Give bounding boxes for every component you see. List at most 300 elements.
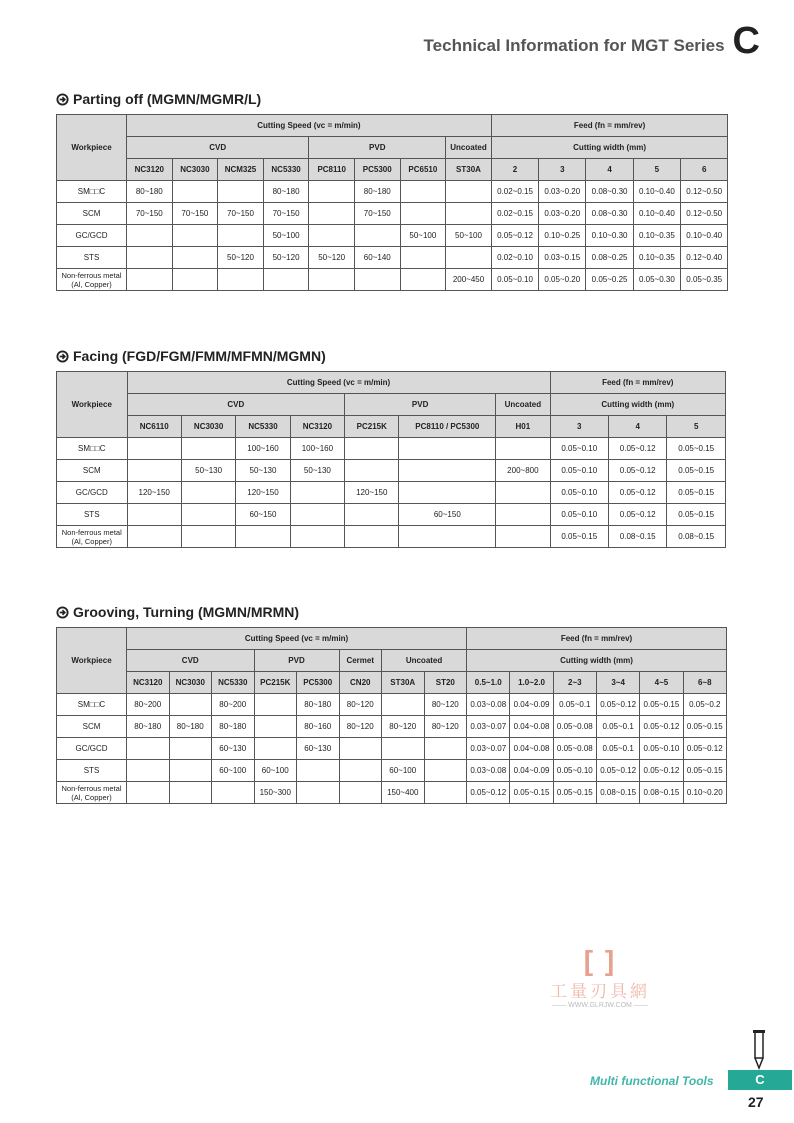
feed-cell: 0.05~0.12 [683,738,726,760]
feed-header: Feed (fn = mm/rev) [550,372,725,394]
cutting-speed-cell [446,203,492,225]
feed-cell: 0.10~0.30 [586,225,633,247]
cutting-speed-cell: 80~120 [424,716,467,738]
width-header: 3 [539,159,586,181]
cutting-speed-cell [345,526,399,548]
feed-cell: 0.10~0.20 [683,782,726,804]
cutting-speed-cell: 50~100 [400,225,446,247]
section-facing [56,347,726,548]
feed-cell: 0.05~0.10 [640,738,683,760]
workpiece-label [57,269,127,291]
cutting-speed-cell [400,269,446,291]
grooving-turning-table [56,627,727,804]
cutting-speed-cell [290,504,344,526]
cutting-speed-cell [345,460,399,482]
workpiece-name: SCM [82,722,101,731]
group-header: CVD [127,650,255,672]
feed-cell: 0.12~0.40 [681,247,728,269]
grade-header: ST20 [424,672,467,694]
workpiece-label [57,247,127,269]
workpiece-name: Non-ferrous metal [61,527,122,537]
table-row [57,716,727,738]
feed-cell: 0.04~0.08 [510,738,553,760]
cutting-speed-cell: 80~180 [297,694,340,716]
cutting-speed-cell [181,526,235,548]
workpiece-name: GC/GCD [75,231,108,240]
cutting-speed-cell [339,760,382,782]
feed-cell: 0.08~0.25 [586,247,633,269]
cutting-speed-cell [254,738,297,760]
feed-cell: 0.05~0.12 [608,438,666,460]
feed-cell: 0.08~0.15 [608,526,666,548]
cutting-speed-cell: 50~130 [290,460,344,482]
cutting-speed-cell: 70~150 [218,203,264,225]
feed-cell: 0.05~0.15 [553,782,596,804]
cutting-speed-cell [127,738,170,760]
group-header: PVD [254,650,339,672]
cutting-speed-cell [399,460,496,482]
cutting-speed-cell [354,225,400,247]
workpiece-name: GC/GCD [75,744,108,753]
workpiece-label [57,225,127,247]
watermark-url: —— WWW.GLRJW.COM —— [552,1002,648,1009]
section-parting-off [56,90,726,291]
group-header: Uncoated [382,650,467,672]
cutting-speed-cell: 50~120 [309,247,355,269]
workpiece-label [57,482,128,504]
grade-header: NC3120 [127,159,173,181]
cutting-speed-cell: 80~180 [212,716,255,738]
cutting-speed-header: Cutting Speed (vc = m/min) [127,628,467,650]
feed-cell: 0.05~0.25 [586,269,633,291]
feed-cell: 0.10~0.25 [539,225,586,247]
feed-cell: 0.05~0.15 [550,526,608,548]
feed-cell: 0.05~0.12 [608,504,666,526]
grade-header: NC3030 [172,159,218,181]
workpiece-name: STS [83,766,100,775]
page-header [424,22,760,60]
cutting-speed-cell [309,203,355,225]
cutting-speed-cell [212,782,255,804]
table-row [57,269,728,291]
feed-cell: 0.03~0.20 [539,203,586,225]
table-row [57,482,726,504]
grade-header: PC215K [254,672,297,694]
workpiece-label [57,438,128,460]
table-row [57,694,727,716]
grade-header: ST30A [446,159,492,181]
cutting-speed-cell [181,438,235,460]
cutting-speed-cell [354,269,400,291]
cutting-speed-cell: 70~150 [354,203,400,225]
feed-cell: 0.08~0.30 [586,203,633,225]
cutting-speed-cell: 150~300 [254,782,297,804]
feed-cell: 0.05~0.12 [608,482,666,504]
cutting-speed-cell [127,782,170,804]
cutting-width-header: Cutting width (mm) [491,137,728,159]
cutting-speed-cell [127,438,181,460]
cutting-speed-cell [172,247,218,269]
cutting-speed-cell [345,438,399,460]
feed-cell: 0.05~0.12 [467,782,510,804]
cutting-speed-cell [496,526,550,548]
grade-header: PC5300 [354,159,400,181]
feed-cell: 0.05~0.15 [640,694,683,716]
width-header: 3 [550,416,608,438]
cutting-speed-cell [290,482,344,504]
cutting-width-header: Cutting width (mm) [467,650,727,672]
width-header: 2 [491,159,538,181]
cutting-speed-cell: 80~160 [297,716,340,738]
table-row [57,760,727,782]
grade-header: NC5330 [212,672,255,694]
feed-cell: 0.05~0.12 [640,716,683,738]
workpiece-label [57,504,128,526]
grade-header: H01 [496,416,550,438]
cutting-speed-cell: 50~130 [236,460,290,482]
feed-cell: 0.02~0.15 [491,181,538,203]
table-row [57,203,728,225]
cutting-speed-cell [127,247,173,269]
feed-cell: 0.05~0.35 [681,269,728,291]
feed-cell: 0.03~0.07 [467,716,510,738]
width-header: 4 [586,159,633,181]
cutting-speed-cell [127,504,181,526]
workpiece-subname: (Al, Copper) [71,792,112,802]
feed-cell: 0.05~0.15 [510,782,553,804]
table-row [57,526,726,548]
table-row [57,460,726,482]
group-header: CVD [127,394,345,416]
feed-cell: 0.04~0.08 [510,716,553,738]
feed-cell: 0.08~0.15 [640,782,683,804]
workpiece-label [57,181,127,203]
group-header: CVD [127,137,309,159]
cutting-speed-cell [127,460,181,482]
group-header: PVD [309,137,446,159]
feed-cell: 0.04~0.09 [510,760,553,782]
grade-header: ST30A [382,672,425,694]
width-header: 3~4 [596,672,639,694]
cutting-speed-cell [400,247,446,269]
workpiece-header: Workpiece [57,115,127,181]
cutting-speed-cell [400,203,446,225]
cutting-speed-cell [496,482,550,504]
feed-cell: 0.05~0.10 [491,269,538,291]
cutting-speed-cell [127,269,173,291]
cutting-speed-cell [382,738,425,760]
feed-cell: 0.12~0.50 [681,181,728,203]
cutting-speed-cell: 60~140 [354,247,400,269]
feed-cell: 0.03~0.08 [467,694,510,716]
feed-cell: 0.10~0.35 [633,247,680,269]
cutting-speed-cell: 60~150 [236,504,290,526]
cutting-speed-cell [297,782,340,804]
feed-cell: 0.08~0.15 [667,526,726,548]
table-row [57,438,726,460]
workpiece-name: Non-ferrous metal [61,270,122,280]
feed-cell: 0.03~0.08 [467,760,510,782]
cutting-speed-cell: 50~130 [181,460,235,482]
feed-cell: 0.12~0.50 [681,203,728,225]
cutting-speed-cell: 80~120 [382,716,425,738]
grade-header: PC215K [345,416,399,438]
cutting-speed-cell [181,482,235,504]
watermark-text: 工量刃具網 [550,982,650,1001]
cutting-speed-header: Cutting Speed (vc = m/min) [127,115,492,137]
cutting-speed-cell: 60~100 [254,760,297,782]
group-header: Cermet [339,650,382,672]
cutting-speed-cell [309,225,355,247]
feed-header: Feed (fn = mm/rev) [467,628,727,650]
cutting-speed-cell [446,247,492,269]
section-title: Facing (FGD/FGM/FMM/MFMN/MGMN) [73,348,326,364]
width-header: 4 [608,416,666,438]
grade-header: PC6510 [400,159,446,181]
width-header: 2~3 [553,672,596,694]
workpiece-label [57,203,127,225]
feed-cell: 0.05~0.10 [550,460,608,482]
feed-cell: 0.05~0.1 [553,694,596,716]
workpiece-header: Workpiece [57,372,128,438]
feed-cell: 0.05~0.12 [608,460,666,482]
feed-cell: 0.10~0.40 [633,181,680,203]
cutting-speed-cell: 80~180 [263,181,309,203]
grade-header: NC5330 [263,159,309,181]
feed-cell: 0.05~0.1 [596,738,639,760]
cutting-speed-cell [290,526,344,548]
feed-header: Feed (fn = mm/rev) [491,115,728,137]
feed-cell: 0.05~0.15 [667,482,726,504]
feed-cell: 0.05~0.15 [683,716,726,738]
feed-cell: 0.10~0.40 [633,203,680,225]
feed-cell: 0.05~0.15 [683,760,726,782]
parting-off-table [56,114,728,291]
feed-cell: 0.05~0.08 [553,738,596,760]
width-header: 4~5 [640,672,683,694]
cutting-width-header: Cutting width (mm) [550,394,725,416]
group-header: PVD [345,394,496,416]
cutting-speed-cell [382,694,425,716]
feed-cell: 0.05~0.15 [667,438,726,460]
cutting-speed-cell [218,181,264,203]
cutting-speed-cell [254,716,297,738]
cutting-speed-cell [127,526,181,548]
footer-chapter-tab: C [728,1070,792,1090]
cutting-speed-cell [169,694,212,716]
cutting-speed-cell: 120~150 [345,482,399,504]
feed-cell: 0.02~0.15 [491,203,538,225]
cutting-speed-cell [218,269,264,291]
workpiece-header: Workpiece [57,628,127,694]
feed-cell: 0.10~0.35 [633,225,680,247]
section-bullet-icon [56,606,69,619]
feed-cell: 0.05~0.10 [553,760,596,782]
feed-cell: 0.05~0.15 [667,460,726,482]
cutting-speed-cell [339,738,382,760]
watermark-logo: [ ] [583,945,617,976]
table-row [57,247,728,269]
group-header: Uncoated [446,137,492,159]
cutting-speed-cell: 80~200 [212,694,255,716]
width-header: 1.0~2.0 [510,672,553,694]
cutting-speed-cell [297,760,340,782]
workpiece-name: SCM [82,209,101,218]
cutting-speed-cell [424,738,467,760]
cutting-speed-cell: 50~100 [446,225,492,247]
cutting-speed-cell [496,438,550,460]
feed-cell: 0.05~0.10 [550,482,608,504]
grade-header: PC5300 [297,672,340,694]
width-header: 5 [667,416,726,438]
cutting-speed-cell [446,181,492,203]
feed-cell: 0.05~0.08 [553,716,596,738]
feed-cell: 0.05~0.12 [596,694,639,716]
workpiece-name: STS [83,510,100,519]
cutting-speed-cell [263,269,309,291]
cutting-speed-cell: 60~100 [382,760,425,782]
workpiece-label [57,694,127,716]
cutting-speed-cell [127,225,173,247]
table-row [57,504,726,526]
feed-cell: 0.05~0.1 [596,716,639,738]
width-header: 6~8 [683,672,726,694]
cutting-speed-cell [172,225,218,247]
footer-section-name: Multi functional Tools [590,1074,714,1088]
cutting-speed-cell: 80~120 [424,694,467,716]
cutting-speed-cell [399,438,496,460]
feed-cell: 0.05~0.12 [640,760,683,782]
cutting-speed-cell: 200~450 [446,269,492,291]
feed-cell: 0.05~0.2 [683,694,726,716]
cutting-speed-cell: 80~120 [339,716,382,738]
feed-cell: 0.05~0.10 [550,504,608,526]
page-number: 27 [748,1094,764,1110]
cutting-speed-cell: 150~400 [382,782,425,804]
feed-cell: 0.04~0.09 [510,694,553,716]
cutting-speed-cell [399,482,496,504]
grade-header: NCM325 [218,159,264,181]
cutting-speed-cell: 100~160 [290,438,344,460]
cutting-speed-cell: 50~120 [218,247,264,269]
workpiece-label [57,738,127,760]
grade-header: NC6110 [127,416,181,438]
cutting-speed-cell [309,181,355,203]
cutting-speed-cell [169,760,212,782]
table-row [57,738,727,760]
workpiece-label [57,460,128,482]
cutting-speed-cell [172,181,218,203]
grade-header: NC3120 [290,416,344,438]
workpiece-name: Non-ferrous metal [61,783,122,793]
cutting-speed-header: Cutting Speed (vc = m/min) [127,372,550,394]
cutting-speed-cell: 80~200 [127,694,170,716]
cutting-speed-cell: 70~150 [172,203,218,225]
tool-holder-icon [751,1030,767,1070]
cutting-speed-cell [236,526,290,548]
feed-cell: 0.05~0.12 [596,760,639,782]
cutting-speed-cell [169,738,212,760]
grade-header: NC3120 [127,672,170,694]
cutting-speed-cell [181,504,235,526]
section-title: Parting off (MGMN/MGMR/L) [73,91,262,107]
feed-cell: 0.05~0.12 [491,225,538,247]
cutting-speed-cell: 100~160 [236,438,290,460]
watermark [530,945,670,1009]
feed-cell: 0.10~0.40 [681,225,728,247]
cutting-speed-cell [127,760,170,782]
cutting-speed-cell [400,181,446,203]
cutting-speed-cell [172,269,218,291]
cutting-speed-cell: 60~130 [297,738,340,760]
workpiece-label [57,782,127,804]
workpiece-label [57,716,127,738]
cutting-speed-cell: 80~180 [127,181,173,203]
cutting-speed-cell: 60~150 [399,504,496,526]
feed-cell: 0.08~0.15 [596,782,639,804]
feed-cell: 0.08~0.30 [586,181,633,203]
cutting-speed-cell: 80~180 [354,181,400,203]
grade-header: NC5330 [236,416,290,438]
cutting-speed-cell: 80~180 [169,716,212,738]
cutting-speed-cell [424,760,467,782]
cutting-speed-cell [254,694,297,716]
section-grooving-turning [56,603,726,804]
cutting-speed-cell: 60~130 [212,738,255,760]
table-row [57,225,728,247]
page-title: Technical Information for MGT Series [423,36,725,55]
cutting-speed-cell [496,504,550,526]
grade-header: CN20 [339,672,382,694]
workpiece-name: SM□□C [77,700,106,709]
cutting-speed-cell: 80~180 [127,716,170,738]
cutting-speed-cell: 70~150 [263,203,309,225]
workpiece-name: SCM [82,466,101,475]
cutting-speed-cell: 70~150 [127,203,173,225]
section-title: Grooving, Turning (MGMN/MRMN) [73,604,300,620]
cutting-speed-cell: 200~800 [496,460,550,482]
workpiece-subname: (Al, Copper) [71,536,112,546]
table-row [57,181,728,203]
feed-cell: 0.03~0.20 [539,181,586,203]
cutting-speed-cell: 50~100 [263,225,309,247]
section-bullet-icon [56,350,69,363]
feed-cell: 0.05~0.10 [550,438,608,460]
workpiece-name: GC/GCD [75,488,108,497]
cutting-speed-cell: 120~150 [127,482,181,504]
workpiece-label [57,526,128,548]
cutting-speed-cell [309,269,355,291]
cutting-speed-cell [345,504,399,526]
feed-cell: 0.03~0.07 [467,738,510,760]
workpiece-name: SM□□C [78,444,106,453]
feed-cell: 0.05~0.30 [633,269,680,291]
cutting-speed-cell [399,526,496,548]
cutting-speed-cell [339,782,382,804]
group-header: Uncoated [496,394,550,416]
cutting-speed-cell: 50~120 [263,247,309,269]
feed-cell: 0.05~0.15 [667,504,726,526]
facing-table [56,371,726,548]
grade-header: NC3030 [169,672,212,694]
workpiece-name: STS [83,253,100,262]
feed-cell: 0.05~0.20 [539,269,586,291]
width-header: 6 [681,159,728,181]
cutting-speed-cell [169,782,212,804]
feed-cell: 0.03~0.15 [539,247,586,269]
grade-header: NC3030 [181,416,235,438]
cutting-speed-cell: 60~100 [212,760,255,782]
